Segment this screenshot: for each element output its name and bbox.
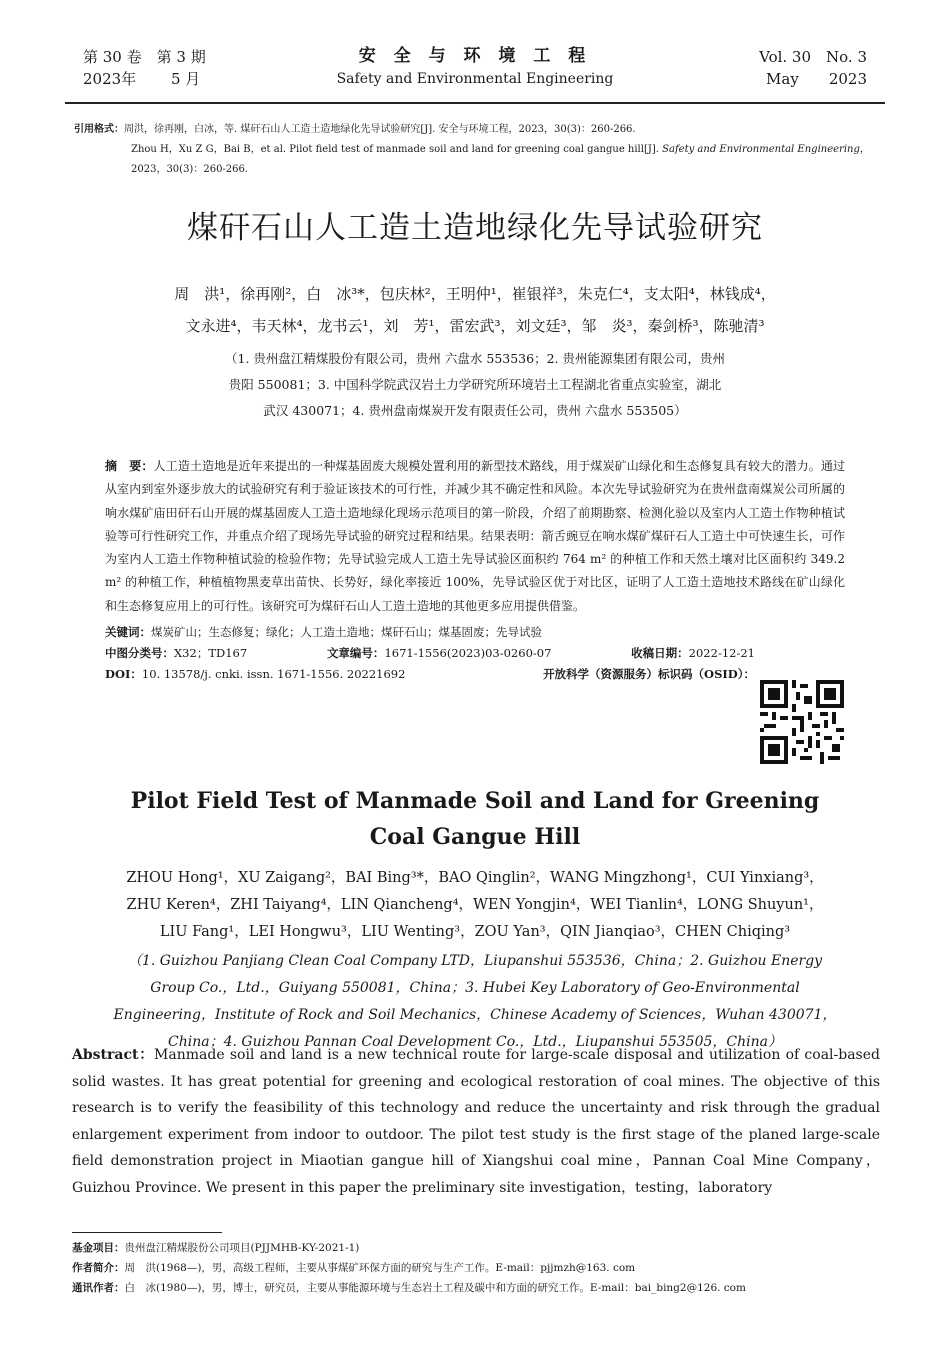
title-en bbox=[0, 783, 950, 855]
citation-block bbox=[74, 120, 882, 180]
abstract-en-label: Abstract： bbox=[72, 1047, 155, 1063]
received-label: 收稿日期： bbox=[631, 646, 689, 661]
article-no-value: 1671-1556(2023)03-0260-07 bbox=[384, 646, 552, 661]
affiliations-en bbox=[80, 948, 870, 1056]
article-no-label: 文章编号： bbox=[326, 646, 385, 661]
affiliation-en-line: Group Co.，Ltd.，Guiyang 550081，China；3. Hubei Key Laboratory of Geo-Environmental bbox=[150, 980, 800, 996]
volume-line-en: Vol. 30 No. 3 bbox=[759, 48, 867, 66]
osid-label: 开放科学（资源服务）标识码（OSID）： bbox=[543, 667, 755, 682]
abstract-en bbox=[72, 1042, 880, 1201]
affiliation-cn-line: （1. 贵州盘江精煤股份有限公司，贵州 六盘水 553536；2. 贵州能源集团有限公司，贵州 bbox=[225, 351, 725, 366]
footnote-divider bbox=[72, 1232, 222, 1233]
affiliation-cn-line: 贵阳 550081；3. 中国科学院武汉岩土力学研究所环境岩土工程湖北省重点实验室，湖北 bbox=[228, 377, 722, 392]
doi-row bbox=[105, 664, 755, 685]
header-divider bbox=[65, 102, 885, 104]
affiliation-en-line: China；4. Guizhou Pannan Coal Development Co.，Ltd.，Liupanshui 553505，China） bbox=[168, 1034, 782, 1050]
affiliation-cn-line: 武汉 430071；4. 贵州盘南煤炭开发有限责任公司，贵州 六盘水 553505） bbox=[263, 403, 687, 418]
date-line-en: May 2023 bbox=[766, 70, 867, 88]
keywords bbox=[105, 622, 845, 643]
citation-journal: Safety and Environmental Engineering bbox=[662, 144, 860, 155]
authors-en-line: ZHU Keren⁴，ZHI Taiyang⁴，LIN Qiancheng⁴，WEN Yongjin⁴，WEI Tianlin⁴，LONG Shuyun¹， bbox=[126, 897, 824, 913]
volume-issue-en bbox=[759, 46, 867, 90]
journal-name-cn: 安 全 与 环 境 工 程 bbox=[358, 46, 592, 66]
corresponding-label: 通讯作者： bbox=[72, 1282, 125, 1294]
citation-cn: 周洪，徐再刚，白冰，等. 煤矸石山人工造土造地绿化先导试验研究[J]. 安全与环境工程，2023，30(3)：260-266. bbox=[124, 124, 636, 135]
keywords-text: 煤炭矿山；生态修复；绿化；人工造土造地；煤矸石山；煤基固废；先导试验 bbox=[151, 625, 542, 640]
fund-label: 基金项目： bbox=[72, 1242, 125, 1254]
author-bio-text: 周 洪(1968—)，男，高级工程师，主要从事煤矿环保方面的研究与生产工作。E-mail：pjjmzh@163. com bbox=[124, 1262, 636, 1274]
author-bio-label: 作者简介： bbox=[72, 1262, 125, 1274]
authors-en-line: ZHOU Hong¹，XU Zaigang²，BAI Bing³*，BAO Qinglin²，WANG Mingzhong¹，CUI Yinxiang³， bbox=[126, 870, 824, 886]
affiliation-en-line: Engineering，Institute of Rock and Soil Mechanics，Chinese Academy of Sciences，Wuhan 430071， bbox=[113, 1007, 837, 1023]
clc-label: 中图分类号： bbox=[105, 646, 174, 661]
abstract-cn-text: 人工造土造地是近年来提出的一种煤基固废大规模处置利用的新型技术路线，用于煤炭矿山绿化和生态修复具有较大的潜力。通过从室内到室外逐步放大的试验研究有利于验证该技术的可行性，并减少其不确定性和风险。本次先导试验研究为在贵州盘南煤炭公司所属的响水煤矿庙田矸石山开展的煤基固废人工造土造地绿化现场示范项目的第一阶段，介绍了前期勘察、检测化验以及室内人工造土作物种植试验等可行性研究工作，并重点介绍了现场先导试验的研究过程和结果。结果表明：箭舌豌豆在响水煤矿煤矸石人工造土中可快速生长，可作为室内人工造土作物种植试验的检验作物；先导试验完成人工造土先导试验区面积约 764 m² 的种植工作和天然土壤对比区面积约 349.2 m² 的种植工作，种植植物黑麦草出苗快、长势好，绿化率接近 100%，先导试验区优于对比区，证明了人工造土造地技术路线在矿山绿化和生态修复应用上的可行性。该研究可为煤矸石山人工造土造地的其他更多应用提供借鉴。 bbox=[105, 459, 845, 613]
doi-label: DOI： bbox=[105, 667, 142, 682]
authors-cn bbox=[90, 278, 860, 342]
clc-value: X32；TD167 bbox=[174, 646, 248, 661]
authors-cn-line: 周 洪¹，徐再刚²，白 冰³*，包庆林²，王明仲¹，崔银祥³，朱克仁⁴，支太阳⁴，林钱成⁴， bbox=[174, 285, 776, 303]
qr-code-icon[interactable] bbox=[760, 680, 844, 764]
abstract-en-text: Manmade soil and land is a new technical route for large-scale disposal and utilization of coal-based solid wastes. It has great potential for greening and ecological restoration of coal mines. The objective of this research is to verify the feasibility of this technology and reduce the uncertainty and risk through the gradual enlargement experiment from indoor to outdoor. The pilot test study is the first stage of the planed large-scale field demonstration project in Miaotian gangue hill of Xiangshui coal mine，Pannan Coal Mine Company，Guizhou Province. We present in this paper the preliminary site investigation，testing，laboratory bbox=[72, 1047, 880, 1196]
volume-line: 第 30 卷 第 3 期 bbox=[83, 48, 206, 66]
date-line: 2023年 5 月 bbox=[83, 70, 201, 88]
fund-text: 贵州盘江精煤股份公司项目(PJJMHB-KY-2021-1) bbox=[124, 1242, 360, 1254]
corresponding-text: 白 冰(1980—)，男，博士，研究员，主要从事能源环境与生态岩土工程及碳中和方面的研究工作。E-mail：bai_bing2@126. com bbox=[124, 1282, 746, 1294]
title-en-line: Coal Gangue Hill bbox=[369, 824, 581, 850]
citation-en: Zhou H，Xu Z G，Bai B，et al. Pilot field test of manmade soil and land for greening coal gangue hill[J]. bbox=[131, 144, 663, 155]
title-cn: 煤矸石山人工造土造地绿化先导试验研究 bbox=[187, 210, 763, 246]
title-en-line: Pilot Field Test of Manmade Soil and Land for Greening bbox=[130, 788, 820, 814]
doi-value: 10. 13578/j. cnki. issn. 1671-1556. 20221692 bbox=[141, 667, 406, 682]
keywords-label: 关键词： bbox=[105, 625, 151, 640]
citation-en-tail: ，2023，30(3)：260-266. bbox=[131, 144, 870, 175]
classification-row bbox=[105, 643, 755, 664]
affiliations-cn bbox=[120, 346, 830, 424]
abstract-cn bbox=[105, 455, 845, 685]
journal-name-en: Safety and Environmental Engineering bbox=[336, 71, 614, 87]
authors-cn-line: 文永进⁴，韦天林⁴，龙书云¹，刘 芳¹，雷宏武³，刘文廷³，邹 炎³，秦剑桥³，陈驰清³ bbox=[185, 317, 765, 335]
authors-en-line: LIU Fang¹，LEI Hongwu³，LIU Wenting³，ZOU Yan³，QIN Jianqiao³，CHEN Chiqing³ bbox=[159, 924, 791, 940]
received-value: 2022-12-21 bbox=[688, 646, 755, 661]
abstract-cn-label: 摘 要： bbox=[105, 459, 154, 473]
footnotes bbox=[72, 1238, 882, 1298]
affiliation-en-line: （1. Guizhou Panjiang Clean Coal Company LTD，Liupanshui 553536，China；2. Guizhou Energy bbox=[127, 953, 823, 969]
citation-label: 引用格式： bbox=[74, 124, 124, 135]
authors-en bbox=[80, 865, 870, 946]
